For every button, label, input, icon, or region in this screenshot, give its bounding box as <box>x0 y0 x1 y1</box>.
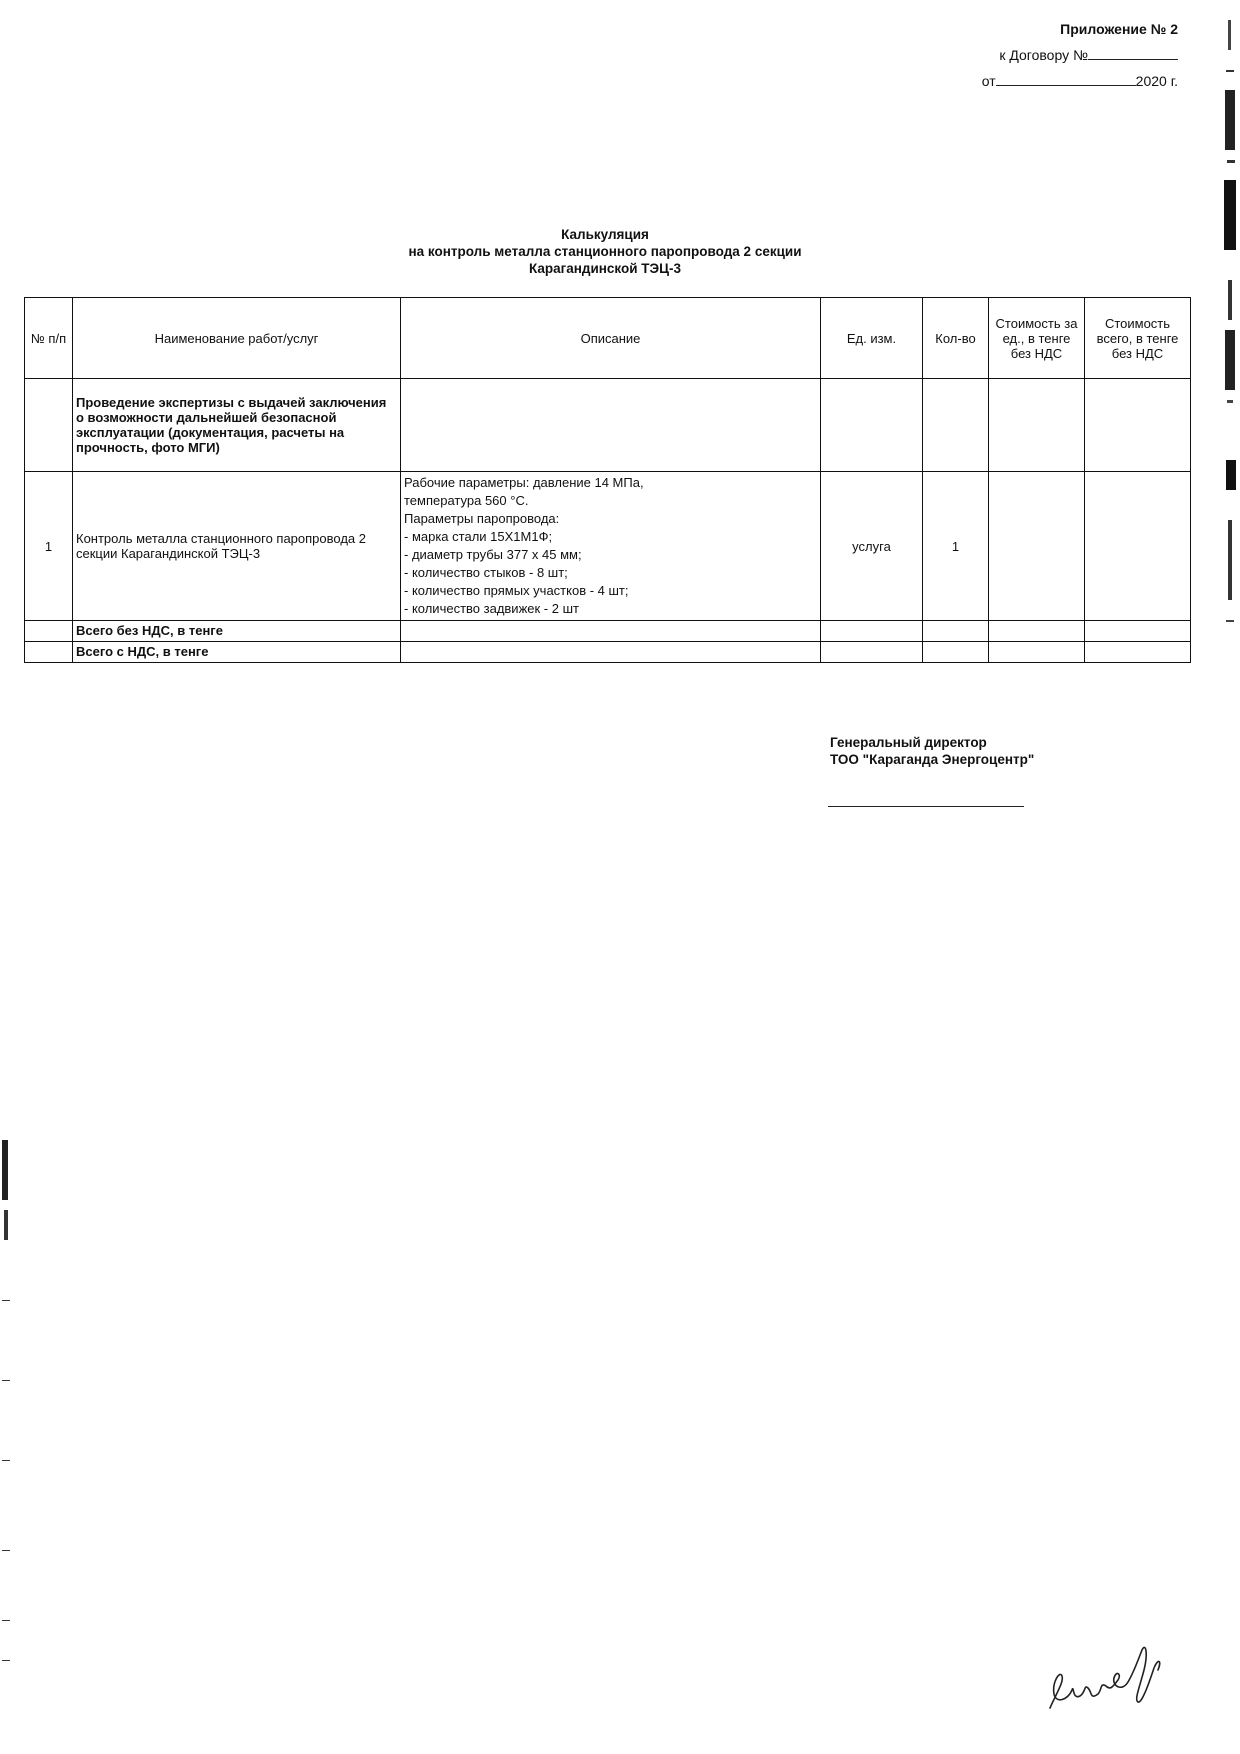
contract-prefix: к Договору № <box>999 47 1088 63</box>
cell-qty <box>923 621 989 642</box>
table-row <box>25 472 1191 621</box>
cell-total <box>1085 379 1191 472</box>
desc-line: - марка стали 15Х1М1Ф; <box>404 529 553 544</box>
scan-artifact-right <box>1222 0 1240 720</box>
signer-position: Генеральный директор <box>830 735 987 750</box>
header-price: Стоимость за ед., в тенге без НДС <box>989 298 1085 379</box>
handwritten-signature <box>1042 1630 1172 1720</box>
header-name: Наименование работ/услуг <box>73 298 401 379</box>
cell-desc <box>401 642 821 663</box>
cell-unit <box>821 379 923 472</box>
header-qty: Кол-во <box>923 298 989 379</box>
header-unit: Ед. изм. <box>821 298 923 379</box>
cell-total <box>1085 621 1191 642</box>
title-line-3: Карагандинской ТЭЦ-3 <box>528 261 682 276</box>
desc-line: - количество прямых участков - 4 шт; <box>404 583 629 598</box>
desc-line: - количество стыков - 8 шт; <box>404 565 568 580</box>
cell-qty: 1 <box>923 472 989 621</box>
cell-price <box>989 621 1085 642</box>
scan-artifact-left <box>0 1120 14 1260</box>
document-title <box>0 226 1210 277</box>
date-suffix: 2020 г. <box>1135 73 1178 89</box>
cell-desc <box>401 379 821 472</box>
desc-line: - количество задвижек - 2 шт <box>404 601 579 616</box>
cell-num <box>25 621 73 642</box>
contract-date-line <box>982 68 1178 94</box>
cell-qty <box>923 379 989 472</box>
contract-number-blank <box>1088 45 1178 60</box>
title-line-1: Калькуляция <box>561 227 649 242</box>
cell-unit <box>821 621 923 642</box>
contract-number-line <box>982 42 1178 68</box>
calculation-table <box>24 297 1191 663</box>
cell-num <box>25 642 73 663</box>
header-num: № п/п <box>25 298 73 379</box>
scan-ticks-left <box>0 1280 14 1700</box>
cell-num: 1 <box>25 472 73 621</box>
cell-name: Контроль металла станционного паропровода 2 секции Карагандинской ТЭЦ-3 <box>73 472 401 621</box>
cell-unit <box>821 642 923 663</box>
cell-unit: услуга <box>821 472 923 621</box>
desc-line: Рабочие параметры: давление 14 МПа, <box>404 475 644 490</box>
signer-company: ТОО "Караганда Энергоцентр" <box>830 752 1035 767</box>
header-total: Стоимость всего, в тенге без НДС <box>1085 298 1191 379</box>
desc-line: Параметры паропровода: <box>404 511 560 526</box>
cell-total <box>1085 642 1191 663</box>
header-desc: Описание <box>401 298 821 379</box>
cell-desc <box>401 621 821 642</box>
date-blank <box>996 71 1136 86</box>
table-row-total-no-vat <box>25 621 1191 642</box>
cell-name: Проведение экспертизы с выдачей заключения о возможности дальнейшей безопасной эксплуатации (документация, расчеты на прочность, фото МГИ) <box>73 379 401 472</box>
cell-name: Всего с НДС, в тенге <box>73 642 401 663</box>
table-row <box>25 379 1191 472</box>
cell-total <box>1085 472 1191 621</box>
cell-price <box>989 472 1085 621</box>
desc-line: температура 560 °С. <box>404 493 529 508</box>
appendix-block <box>982 16 1178 94</box>
cell-qty <box>923 642 989 663</box>
desc-line: - диаметр трубы 377 х 45 мм; <box>404 547 582 562</box>
cell-desc <box>401 472 821 621</box>
cell-name: Всего без НДС, в тенге <box>73 621 401 642</box>
date-prefix: от <box>981 73 996 89</box>
cell-price <box>989 379 1085 472</box>
title-line-2: на контроль металла станционного паропровода 2 секции <box>408 244 802 259</box>
cell-price <box>989 642 1085 663</box>
cell-num <box>25 379 73 472</box>
appendix-title: Приложение № 2 <box>1060 21 1178 37</box>
signer-block <box>830 734 1034 768</box>
table-row-total-with-vat <box>25 642 1191 663</box>
table-header-row <box>25 298 1191 379</box>
signature-line <box>828 806 1024 807</box>
